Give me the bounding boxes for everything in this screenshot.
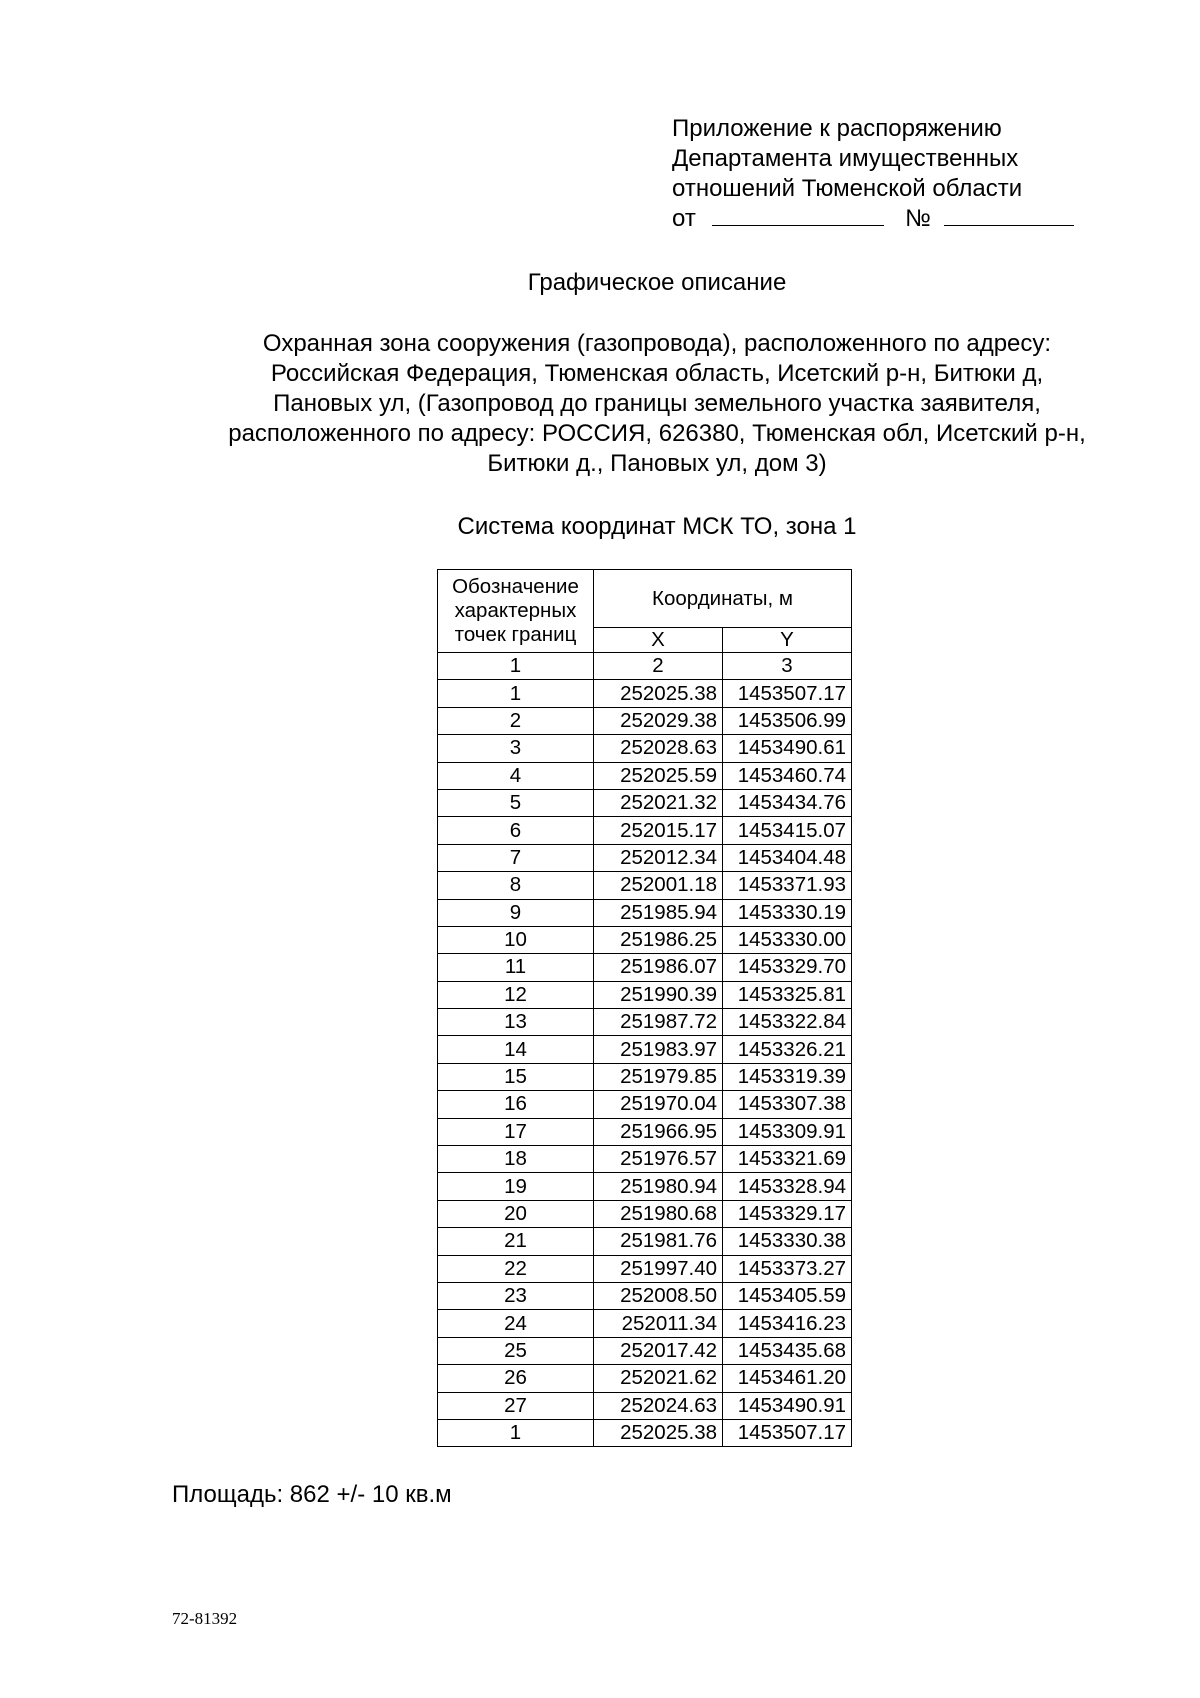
- y-coordinate-cell: 1453329.17: [723, 1200, 852, 1227]
- table-row: [438, 762, 852, 789]
- description-line: Российская Федерация, Тюменская область, Исетский р-н, Битюки д,: [270, 360, 1044, 387]
- y-header: Y: [723, 628, 852, 653]
- x-coordinate-cell: 252008.50: [594, 1282, 723, 1309]
- table-row: [438, 954, 852, 981]
- appendix-date-number-line: [672, 204, 1074, 234]
- table-row: [438, 1036, 852, 1063]
- point-cell: 6: [438, 817, 594, 844]
- point-cell: 18: [438, 1146, 594, 1173]
- x-coordinate-cell: 251980.68: [594, 1200, 723, 1227]
- y-coordinate-cell: 1453415.07: [723, 817, 852, 844]
- y-coordinate-cell: 1453460.74: [723, 762, 852, 789]
- y-coordinate-cell: 1453416.23: [723, 1310, 852, 1337]
- x-coordinate-cell: 252015.17: [594, 817, 723, 844]
- y-coordinate-cell: 1453322.84: [723, 1009, 852, 1036]
- date-blank-field: [712, 205, 884, 226]
- x-coordinate-cell: 251981.76: [594, 1228, 723, 1255]
- y-coordinate-cell: 1453435.68: [723, 1337, 852, 1364]
- table-row: [438, 844, 852, 871]
- table-row: [438, 1282, 852, 1309]
- y-coordinate-cell: 1453507.17: [723, 1419, 852, 1446]
- y-coordinate-cell: 1453405.59: [723, 1282, 852, 1309]
- table-header-row: [438, 570, 852, 628]
- table-row: [438, 680, 852, 707]
- point-cell: 14: [438, 1036, 594, 1063]
- from-label: от: [672, 205, 696, 232]
- x-coordinate-cell: 251997.40: [594, 1255, 723, 1282]
- table-row: [438, 1310, 852, 1337]
- x-coordinate-cell: 251966.95: [594, 1118, 723, 1145]
- y-coordinate-cell: 1453330.38: [723, 1228, 852, 1255]
- x-coordinate-cell: 251976.57: [594, 1146, 723, 1173]
- table-row: [438, 789, 852, 816]
- coordinates-table: [437, 569, 852, 1447]
- coordinates-table-body: [438, 680, 852, 1447]
- x-coordinate-cell: 251986.25: [594, 926, 723, 953]
- x-coordinate-cell: 251985.94: [594, 899, 723, 926]
- description-line: Пановых ул, (Газопровод до границы земельного участка заявителя,: [273, 390, 1041, 417]
- x-coordinate-cell: 251986.07: [594, 954, 723, 981]
- coordinate-system-label: Система координат МСК ТО, зона 1: [457, 513, 857, 540]
- area-label: Площадь: 862 +/- 10 кв.м: [172, 1481, 452, 1508]
- point-cell: 21: [438, 1228, 594, 1255]
- y-coordinate-cell: 1453434.76: [723, 789, 852, 816]
- point-cell: 1: [438, 1419, 594, 1446]
- y-coordinate-cell: 1453326.21: [723, 1036, 852, 1063]
- y-coordinate-cell: 1453490.61: [723, 735, 852, 762]
- point-cell: 12: [438, 981, 594, 1008]
- point-cell: 13: [438, 1009, 594, 1036]
- table-row: [438, 1419, 852, 1446]
- table-row: [438, 1255, 852, 1282]
- point-cell: 25: [438, 1337, 594, 1364]
- x-coordinate-cell: 252021.62: [594, 1365, 723, 1392]
- x-coordinate-cell: 251970.04: [594, 1091, 723, 1118]
- point-cell: 3: [438, 735, 594, 762]
- x-coordinate-cell: 252001.18: [594, 872, 723, 899]
- appendix-line: Приложение к распоряжению: [672, 115, 1002, 142]
- description-block: [180, 329, 1134, 479]
- y-coordinate-cell: 1453461.20: [723, 1365, 852, 1392]
- x-header: X: [594, 628, 723, 653]
- document-title: Графическое описание: [527, 269, 787, 296]
- table-row: [438, 1337, 852, 1364]
- point-cell: 7: [438, 844, 594, 871]
- x-coordinate-cell: 251990.39: [594, 981, 723, 1008]
- point-cell: 8: [438, 872, 594, 899]
- x-coordinate-cell: 252024.63: [594, 1392, 723, 1419]
- point-cell: 22: [438, 1255, 594, 1282]
- x-coordinate-cell: 252021.32: [594, 789, 723, 816]
- y-coordinate-cell: 1453329.70: [723, 954, 852, 981]
- x-coordinate-cell: 251983.97: [594, 1036, 723, 1063]
- y-coordinate-cell: 1453328.94: [723, 1173, 852, 1200]
- appendix-line: Департамента имущественных: [672, 145, 1019, 172]
- table-row: [438, 707, 852, 734]
- column-number: 2: [594, 653, 723, 680]
- point-cell: 24: [438, 1310, 594, 1337]
- x-coordinate-cell: 252025.38: [594, 680, 723, 707]
- coordinates-header: Координаты, м: [594, 570, 852, 628]
- point-cell: 23: [438, 1282, 594, 1309]
- description-line: Битюки д., Пановых ул, дом 3): [487, 450, 827, 477]
- x-coordinate-cell: 251980.94: [594, 1173, 723, 1200]
- point-cell: 4: [438, 762, 594, 789]
- y-coordinate-cell: 1453506.99: [723, 707, 852, 734]
- appendix-block: [672, 114, 1074, 234]
- point-cell: 15: [438, 1063, 594, 1090]
- table-row: [438, 1200, 852, 1227]
- y-coordinate-cell: 1453404.48: [723, 844, 852, 871]
- y-coordinate-cell: 1453319.39: [723, 1063, 852, 1090]
- y-coordinate-cell: 1453373.27: [723, 1255, 852, 1282]
- column-number: 3: [723, 653, 852, 680]
- table-row: [438, 926, 852, 953]
- point-cell: 11: [438, 954, 594, 981]
- y-coordinate-cell: 1453330.00: [723, 926, 852, 953]
- table-row: [438, 1091, 852, 1118]
- table-row: [438, 817, 852, 844]
- point-cell: 2: [438, 707, 594, 734]
- number-blank-field: [944, 205, 1074, 226]
- document-number: 72-81392: [172, 1609, 238, 1628]
- y-coordinate-cell: 1453321.69: [723, 1146, 852, 1173]
- x-coordinate-cell: 252028.63: [594, 735, 723, 762]
- x-coordinate-cell: 252017.42: [594, 1337, 723, 1364]
- y-coordinate-cell: 1453307.38: [723, 1091, 852, 1118]
- point-cell: 19: [438, 1173, 594, 1200]
- x-coordinate-cell: 251979.85: [594, 1063, 723, 1090]
- point-cell: 1: [438, 680, 594, 707]
- x-coordinate-cell: 252011.34: [594, 1310, 723, 1337]
- point-designation-header: Обозначение характерных точек границ: [438, 570, 594, 653]
- point-cell: 26: [438, 1365, 594, 1392]
- x-coordinate-cell: 252012.34: [594, 844, 723, 871]
- y-coordinate-cell: 1453371.93: [723, 872, 852, 899]
- table-row: [438, 735, 852, 762]
- table-row: [438, 1118, 852, 1145]
- y-coordinate-cell: 1453325.81: [723, 981, 852, 1008]
- table-row: [438, 1146, 852, 1173]
- point-cell: 17: [438, 1118, 594, 1145]
- y-coordinate-cell: 1453507.17: [723, 680, 852, 707]
- y-coordinate-cell: 1453490.91: [723, 1392, 852, 1419]
- column-number-row: [438, 653, 852, 680]
- table-row: [438, 981, 852, 1008]
- column-number: 1: [438, 653, 594, 680]
- point-cell: 9: [438, 899, 594, 926]
- description-line: Охранная зона сооружения (газопровода), расположенного по адресу:: [262, 330, 1052, 357]
- y-coordinate-cell: 1453330.19: [723, 899, 852, 926]
- table-row: [438, 1063, 852, 1090]
- x-coordinate-cell: 252029.38: [594, 707, 723, 734]
- y-coordinate-cell: 1453309.91: [723, 1118, 852, 1145]
- table-row: [438, 1228, 852, 1255]
- number-label: №: [905, 205, 931, 232]
- table-row: [438, 899, 852, 926]
- point-cell: 16: [438, 1091, 594, 1118]
- table-row: [438, 1392, 852, 1419]
- table-row: [438, 1365, 852, 1392]
- x-coordinate-cell: 251987.72: [594, 1009, 723, 1036]
- description-line: расположенного по адресу: РОССИЯ, 626380, Тюменская обл, Исетский р-н,: [228, 420, 1086, 447]
- point-cell: 20: [438, 1200, 594, 1227]
- point-cell: 27: [438, 1392, 594, 1419]
- x-coordinate-cell: 252025.59: [594, 762, 723, 789]
- appendix-line: отношений Тюменской области: [672, 175, 1023, 202]
- point-cell: 5: [438, 789, 594, 816]
- x-coordinate-cell: 252025.38: [594, 1419, 723, 1446]
- table-row: [438, 1009, 852, 1036]
- point-cell: 10: [438, 926, 594, 953]
- table-row: [438, 1173, 852, 1200]
- table-row: [438, 872, 852, 899]
